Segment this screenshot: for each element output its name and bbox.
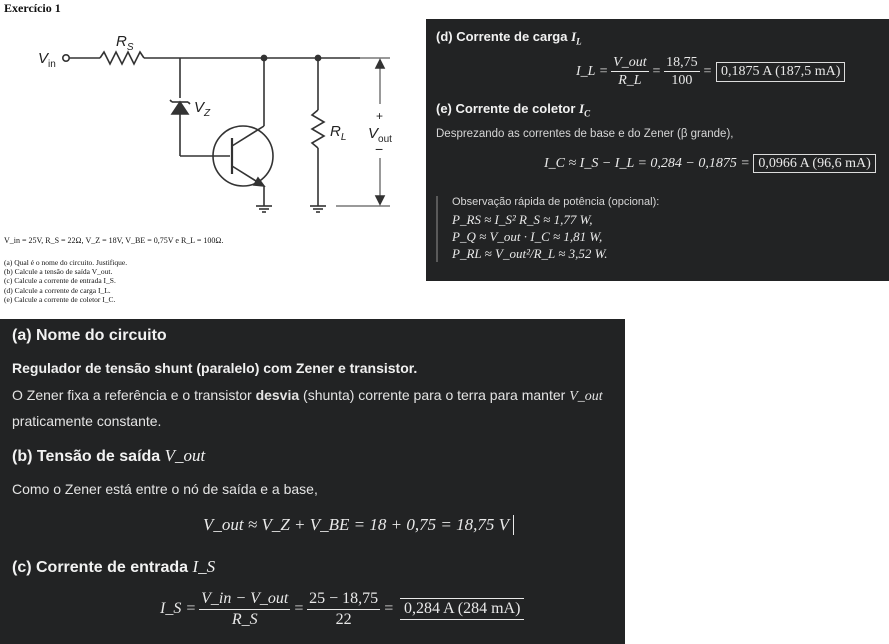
eq-collector-current: I_C ≈ I_S − I_L = 0,284 − 0,1875 = 0,0966 A (96,6 mA) <box>544 156 876 172</box>
section-a-title: (a) Nome do circuito <box>12 327 167 344</box>
vout-label: $V_{out}$ <box>368 125 392 145</box>
vin-terminal <box>63 55 69 61</box>
a-answer: Regulador de tensão shunt (paralelo) com Zener e transistor. <box>12 360 418 376</box>
b-explanation: Como o Zener está entre o nó de saída e a base, <box>12 481 318 497</box>
eq-input-current: I_S = $\frac{\text{V\_in − V\_out}}{R\_S}$ = $\frac{25 - 18,75}{22}$ = 0,284 A (284 mA) <box>160 590 524 628</box>
question-item: (c) Calcule a corrente de entrada I_S. <box>4 276 116 286</box>
result-box: 0,1875 A (187,5 mA) <box>716 62 845 82</box>
power-observation: Observação rápida de potência (opcional): P_RS ≈ I_S² R_S ≈ 1,77 W, P_Q ≈ V_out · I_C ≈ 1,81 W, P_RL ≈ V_out²/R_L ≈ 3,52 W. <box>436 196 659 262</box>
result-box: 0,0966 A (96,6 mA) <box>753 154 875 173</box>
eq-output-voltage: V_out ≈ V_Z + V_BE = 18 + 0,75 = 18,75 V <box>203 515 514 535</box>
plus-sign: + <box>376 109 384 123</box>
question-list <box>4 258 127 304</box>
rs-resistor <box>100 52 144 64</box>
question-item: (a) Qual é o nome do circuito. Justifique. <box>4 258 128 267</box>
solution-panel-bottom <box>0 319 625 644</box>
eq-load-current: I_L = $\frac{\text{V\_out}}{R\_L}$ = $\frac{18,75}{100}$ = 0,1875 A (187,5 mA) <box>576 55 845 89</box>
e-note: Desprezando as correntes de base e do Zener (β grande), <box>436 128 734 140</box>
result-box: 0,284 A (284 mA) <box>400 598 524 620</box>
section-c-title: (c) Corrente de entrada I_S <box>12 557 216 576</box>
vz-label: $V_Z$ <box>194 99 211 119</box>
vin-label: $V_{in}$ <box>38 50 56 70</box>
rl-resistor <box>312 110 324 148</box>
a-explanation: O Zener fixa a referência e o transistor desvia (shunta) corrente para o terra para manter V_out praticamente constante. <box>12 387 603 429</box>
section-e-title: (e) Corrente de coletor $I_C$ <box>436 101 591 119</box>
exercise-title: Exercício 1 <box>4 1 61 15</box>
section-d-title: (d) Corrente de carga $I_L$ <box>436 29 582 47</box>
rs-label: $R_S$ <box>116 33 134 53</box>
circuit-diagram <box>0 18 420 233</box>
section-b-title: (b) Tensão de saída V_out <box>12 446 206 465</box>
zener-diode <box>172 102 188 114</box>
question-item: (d) Calcule a corrente de carga I_L. <box>4 285 111 295</box>
junction-dot <box>261 55 266 60</box>
given-values: V_in = 25V, R_S = 22Ω, V_Z = 18V, V_BE = 0,75V e R_L = 100Ω. <box>4 236 224 245</box>
solution-panel-right <box>426 19 889 281</box>
question-item: (e) Calcule a corrente de coletor I_C. <box>4 294 116 304</box>
minus-sign: − <box>375 141 384 157</box>
question-item: (b) Calcule a tensão de saída V_out. <box>4 267 113 277</box>
rl-label: $R_L$ <box>330 123 347 143</box>
